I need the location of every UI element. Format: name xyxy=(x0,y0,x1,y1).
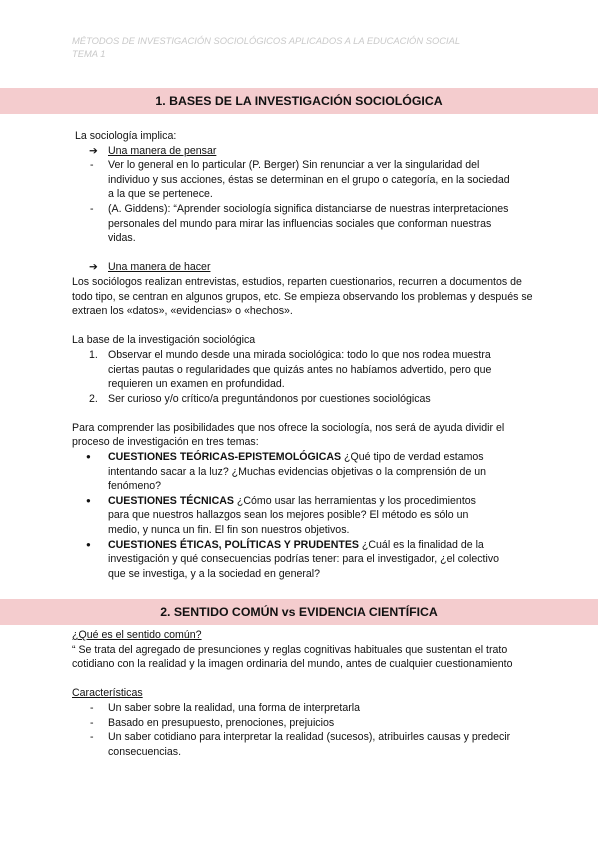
theory-label: CUESTIONES TEÓRICAS-EPISTEMOLÓGICAS xyxy=(108,451,342,464)
topic-label: TEMA 1 xyxy=(72,47,106,59)
list-item xyxy=(72,202,518,246)
question-heading: ¿Qué es el sentido común? xyxy=(72,629,202,641)
section-1-heading: 1. BASES DE LA INVESTIGACIÓN SOCIOLÓGICA xyxy=(0,88,598,114)
list-item xyxy=(72,730,528,759)
dash-marker: - xyxy=(90,202,94,215)
dash-marker: - xyxy=(90,731,94,744)
think-heading-row xyxy=(72,144,532,159)
process-intro: Para comprender las posibilidades que nos ofrece la sociología, nos será de ayuda dividir el proceso de investigación en tres temas: xyxy=(72,421,505,449)
course-title: MÉTODOS DE INVESTIGACIÓN SOCIOLÓGICOS APLICADOS A LA EDUCACIÓN SOCIAL xyxy=(72,35,461,46)
ethics-label: CUESTIONES ÉTICAS, POLÍTICAS Y PRUDENTES xyxy=(108,538,359,551)
base-item-2: Ser curioso y/o crítico/a preguntándonos por cuestiones sociológicas xyxy=(108,392,431,405)
list-item xyxy=(72,450,510,494)
technical-text: ¿Cómo usar las herramientas y los procedimientos para que nuestros hallazgos sean los mejores posible? El método es sólo un medio, y nunca un fin. El fin son nuestros objetivos. xyxy=(108,494,476,537)
dash-marker: - xyxy=(90,716,94,729)
list-item xyxy=(72,716,532,731)
section-1-body xyxy=(72,129,532,581)
number-marker: 1. xyxy=(89,348,98,361)
base-heading: La base de la investigación sociológica xyxy=(72,334,256,347)
list-item xyxy=(72,348,520,392)
section-2-heading: 2. SENTIDO COMÚN vs EVIDENCIA CIENTÍFICA xyxy=(0,599,598,625)
do-text: Los sociólogos realizan entrevistas, estudios, reparten cuestionarios, recurren a documentos de todo tipo, se centran en algunos grupos, etc. Se empieza observando los problemas y después se extraen los «datos», «evidencias» o «hechos». xyxy=(72,275,533,318)
feature-2: Basado en presupuesto, prenociones, prejuicios xyxy=(108,716,335,729)
list-item xyxy=(72,158,514,202)
features-heading: Características xyxy=(72,687,143,700)
dash-marker: - xyxy=(90,159,94,172)
list-item xyxy=(72,701,532,716)
think-item-2: (A. Giddens): “Aprender sociología significa distanciarse de nuestras interpretaciones personales del mundo para mirar las influencias sociales que conforman nuestras vidas. xyxy=(108,202,509,245)
technical-label: CUESTIONES TÉCNICAS xyxy=(108,494,234,507)
list-item xyxy=(72,392,532,407)
dash-marker: - xyxy=(90,701,94,714)
base-item-1: Observar el mundo desde una mirada sociológica: todo lo que nos rodea muestra ciertas pautas o regularidades que quizás antes no habíamos advertido, pero que requieren un examen en profundidad. xyxy=(108,348,492,391)
running-header xyxy=(72,35,460,60)
theory-text: ¿Qué tipo de verdad estamos intentando sacar a la luz? ¿Muchas evidencias objetivas o la comprensión de un fenómeno? xyxy=(108,451,487,493)
intro-text: La sociología implica: xyxy=(75,130,177,142)
section-2-body xyxy=(72,628,532,759)
number-marker: 2. xyxy=(89,392,98,405)
list-item xyxy=(72,494,500,538)
ethics-text: ¿Cuál es la finalidad de la investigación y qué consecuencias podrías tener: para el investigador, ¿el colectivo que se investiga, y a la sociedad en general? xyxy=(108,538,500,580)
arrow-icon: ➔ xyxy=(89,261,98,274)
bullet-marker: ● xyxy=(86,539,91,549)
think-item-1: Ver lo general en lo particular (P. Berger) Sin renunciar a ver la singularidad del individuo y sus acciones, éstas se determinan en el grupo o categoría, en la sociedad a la que se pertenece. xyxy=(108,159,510,201)
do-heading-row xyxy=(72,260,532,275)
arrow-icon: ➔ xyxy=(89,144,98,157)
bullet-marker: ● xyxy=(86,452,91,462)
definition-text: “ Se trata del agregado de presunciones y reglas cognitivas habituales que sustentan el trato cotidiano con la realidad y la imagen ordinaria del mundo, antes de cualquier cuestionamiento xyxy=(72,643,513,671)
feature-3: Un saber cotidiano para interpretar la realidad (sucesos), atribuirles causas y predecir consecuencias. xyxy=(108,731,511,758)
think-heading: Una manera de pensar xyxy=(108,144,217,157)
bullet-marker: ● xyxy=(86,495,91,505)
do-heading: Una manera de hacer xyxy=(108,261,211,274)
feature-1: Un saber sobre la realidad, una forma de interpretarla xyxy=(108,701,361,714)
list-item xyxy=(72,538,514,582)
